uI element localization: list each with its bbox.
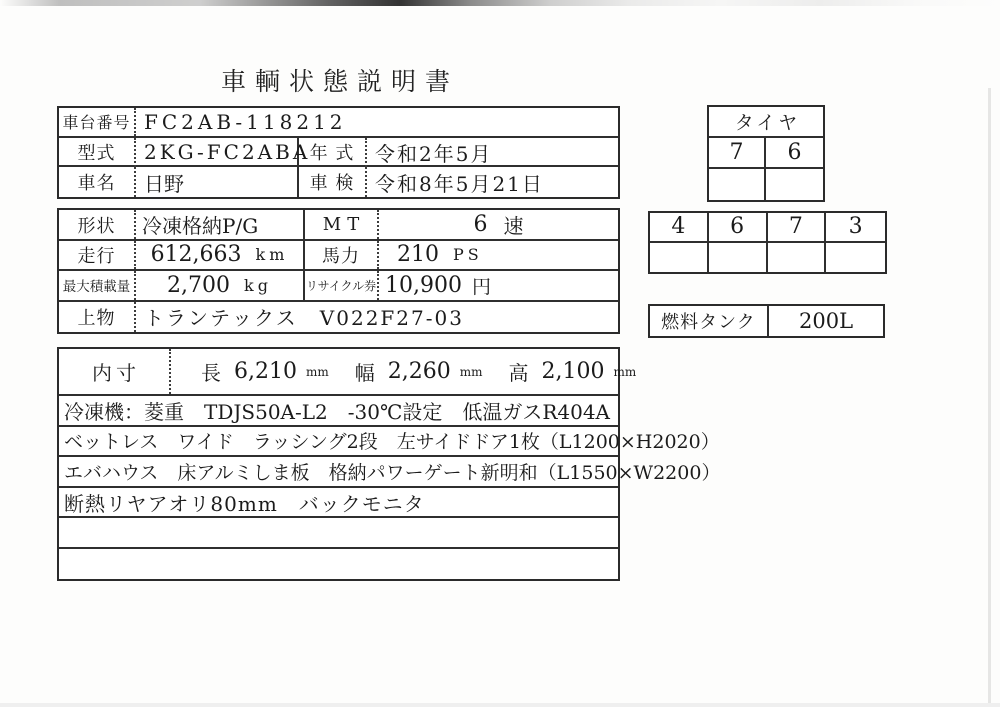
recycle-ticket-label: リサイクル券 [305, 271, 379, 300]
power-label: 馬力 [305, 241, 379, 270]
document-title: 車輌状態説明書 [220, 67, 459, 96]
scan-artifact-bottom [0, 703, 1000, 707]
payload-unit: kg [244, 275, 272, 295]
tire-grid-value-2: 6 [709, 213, 768, 241]
shape-mt-row [59, 210, 618, 241]
shape-label: 形状 [59, 210, 136, 239]
model-code-value: 2KG-FC2ABA [136, 138, 299, 167]
empty-cell [826, 243, 885, 273]
inspection-value: 令和8年5月21日 [375, 171, 544, 196]
payload-recycle-row [59, 271, 618, 302]
equipment-row [59, 427, 720, 458]
body-equipment-text-2: エバハウス 床アルミしま板 格納パワーゲート新明和（L1550×W2200） [64, 461, 721, 484]
tire-depth-left: 7 [709, 138, 766, 167]
width-group [355, 357, 483, 386]
scan-artifact-top [0, 0, 1000, 6]
inner-dimensions-value [171, 349, 637, 394]
tire-depth-row [709, 138, 823, 169]
power-value [379, 241, 618, 270]
recycle-number: 10,900 [385, 272, 462, 298]
tire-grid-value-4: 3 [848, 214, 863, 240]
width-unit: mm [459, 364, 483, 379]
model-year-row [59, 138, 618, 168]
refrigerator-unit-text: 冷凍機：菱重 TDJS50A-L2 -30℃設定 低温ガスR404A [64, 400, 611, 424]
chassis-number-row [59, 108, 618, 138]
mt-label: MT [305, 210, 379, 239]
mileage-value [136, 241, 305, 270]
payload-value [136, 271, 305, 300]
scan-artifact-right-edge [988, 88, 991, 707]
power-number: 210 [397, 242, 439, 268]
fuel-tank-value: 200L [798, 309, 854, 333]
equipment-row [59, 457, 721, 488]
power-unit: PS [453, 245, 483, 265]
mileage-label: 走行 [59, 241, 136, 270]
mileage-power-row [59, 241, 618, 272]
empty-cell [59, 518, 618, 547]
inner-dimensions-row [59, 349, 637, 396]
empty-cell [709, 169, 766, 200]
body-equipment-text-1: ベットレス ワイド ラッシング2段 左サイドドア1枚（L1200×H2020） [64, 431, 720, 454]
length-label: 長 [201, 361, 221, 385]
inner-dimensions-label: 内寸 [59, 349, 171, 394]
mt-value [379, 210, 618, 239]
body-equipment-text-3: 断熱リヤアオリ80mm バックモニタ [64, 491, 425, 516]
height-value: 2,100 [541, 359, 605, 384]
body-row [59, 302, 618, 333]
tire-empty-row [709, 169, 823, 200]
vehicle-identity-table [57, 106, 620, 199]
empty-cell [709, 243, 768, 273]
length-group [201, 357, 329, 386]
empty-cell [766, 169, 823, 200]
recycle-unit: 円 [471, 275, 491, 298]
empty-row [59, 518, 618, 549]
tire-depth-right: 6 [787, 140, 802, 165]
tire-grid-value-1: 4 [650, 213, 709, 241]
model-code-label: 型式 [59, 138, 136, 167]
tire-grid-table [648, 211, 887, 274]
fuel-tank-label: 燃料タンク [650, 306, 769, 336]
chassis-number-value: FC2AB-118212 [144, 109, 347, 134]
dimensions-equipment-table [57, 347, 721, 581]
model-year-label: 年 式 [299, 138, 367, 167]
length-value: 6,210 [234, 359, 297, 384]
tire-grid-empty-row [650, 243, 885, 273]
body-value: トランテックス V022F27-03 [144, 306, 464, 331]
empty-cell [59, 549, 618, 580]
width-value: 2,260 [387, 359, 451, 384]
model-year-value: 令和2年5月 [375, 141, 493, 166]
equipment-row [59, 396, 618, 427]
recycle-ticket-value [379, 271, 618, 300]
empty-cell [768, 243, 827, 273]
empty-row [59, 549, 618, 580]
shape-value: 冷凍格納P/G [136, 210, 305, 239]
fuel-tank-table [648, 304, 885, 338]
height-label: 高 [508, 361, 529, 385]
vehicle-name-value: 日野 [136, 167, 299, 197]
tire-grid-values-row [650, 213, 885, 243]
empty-cell [650, 243, 709, 273]
tire-table [707, 105, 825, 202]
payload-label: 最大積載量 [59, 271, 136, 300]
mt-gears-unit: 速 [503, 214, 524, 238]
tire-header-row [709, 107, 823, 138]
height-group [509, 357, 637, 386]
equipment-row [59, 488, 618, 519]
fuel-tank-row [650, 306, 883, 336]
maker-inspection-row [59, 167, 618, 197]
mt-gears-number: 6 [473, 212, 488, 237]
width-label: 幅 [354, 361, 375, 385]
payload-number: 2,700 [167, 272, 231, 298]
chassis-number-label: 車台番号 [59, 108, 136, 136]
spec-table [57, 208, 620, 334]
length-unit: mm [305, 364, 329, 379]
height-unit: mm [613, 364, 637, 379]
inspection-label: 車 検 [299, 167, 367, 197]
tire-grid-value-3: 7 [768, 213, 827, 241]
body-label: 上物 [59, 302, 136, 333]
mileage-unit: km [255, 245, 289, 265]
mileage-number: 612,663 [150, 242, 242, 268]
vehicle-name-label: 車名 [59, 167, 136, 197]
tire-header: タイヤ [734, 112, 801, 134]
